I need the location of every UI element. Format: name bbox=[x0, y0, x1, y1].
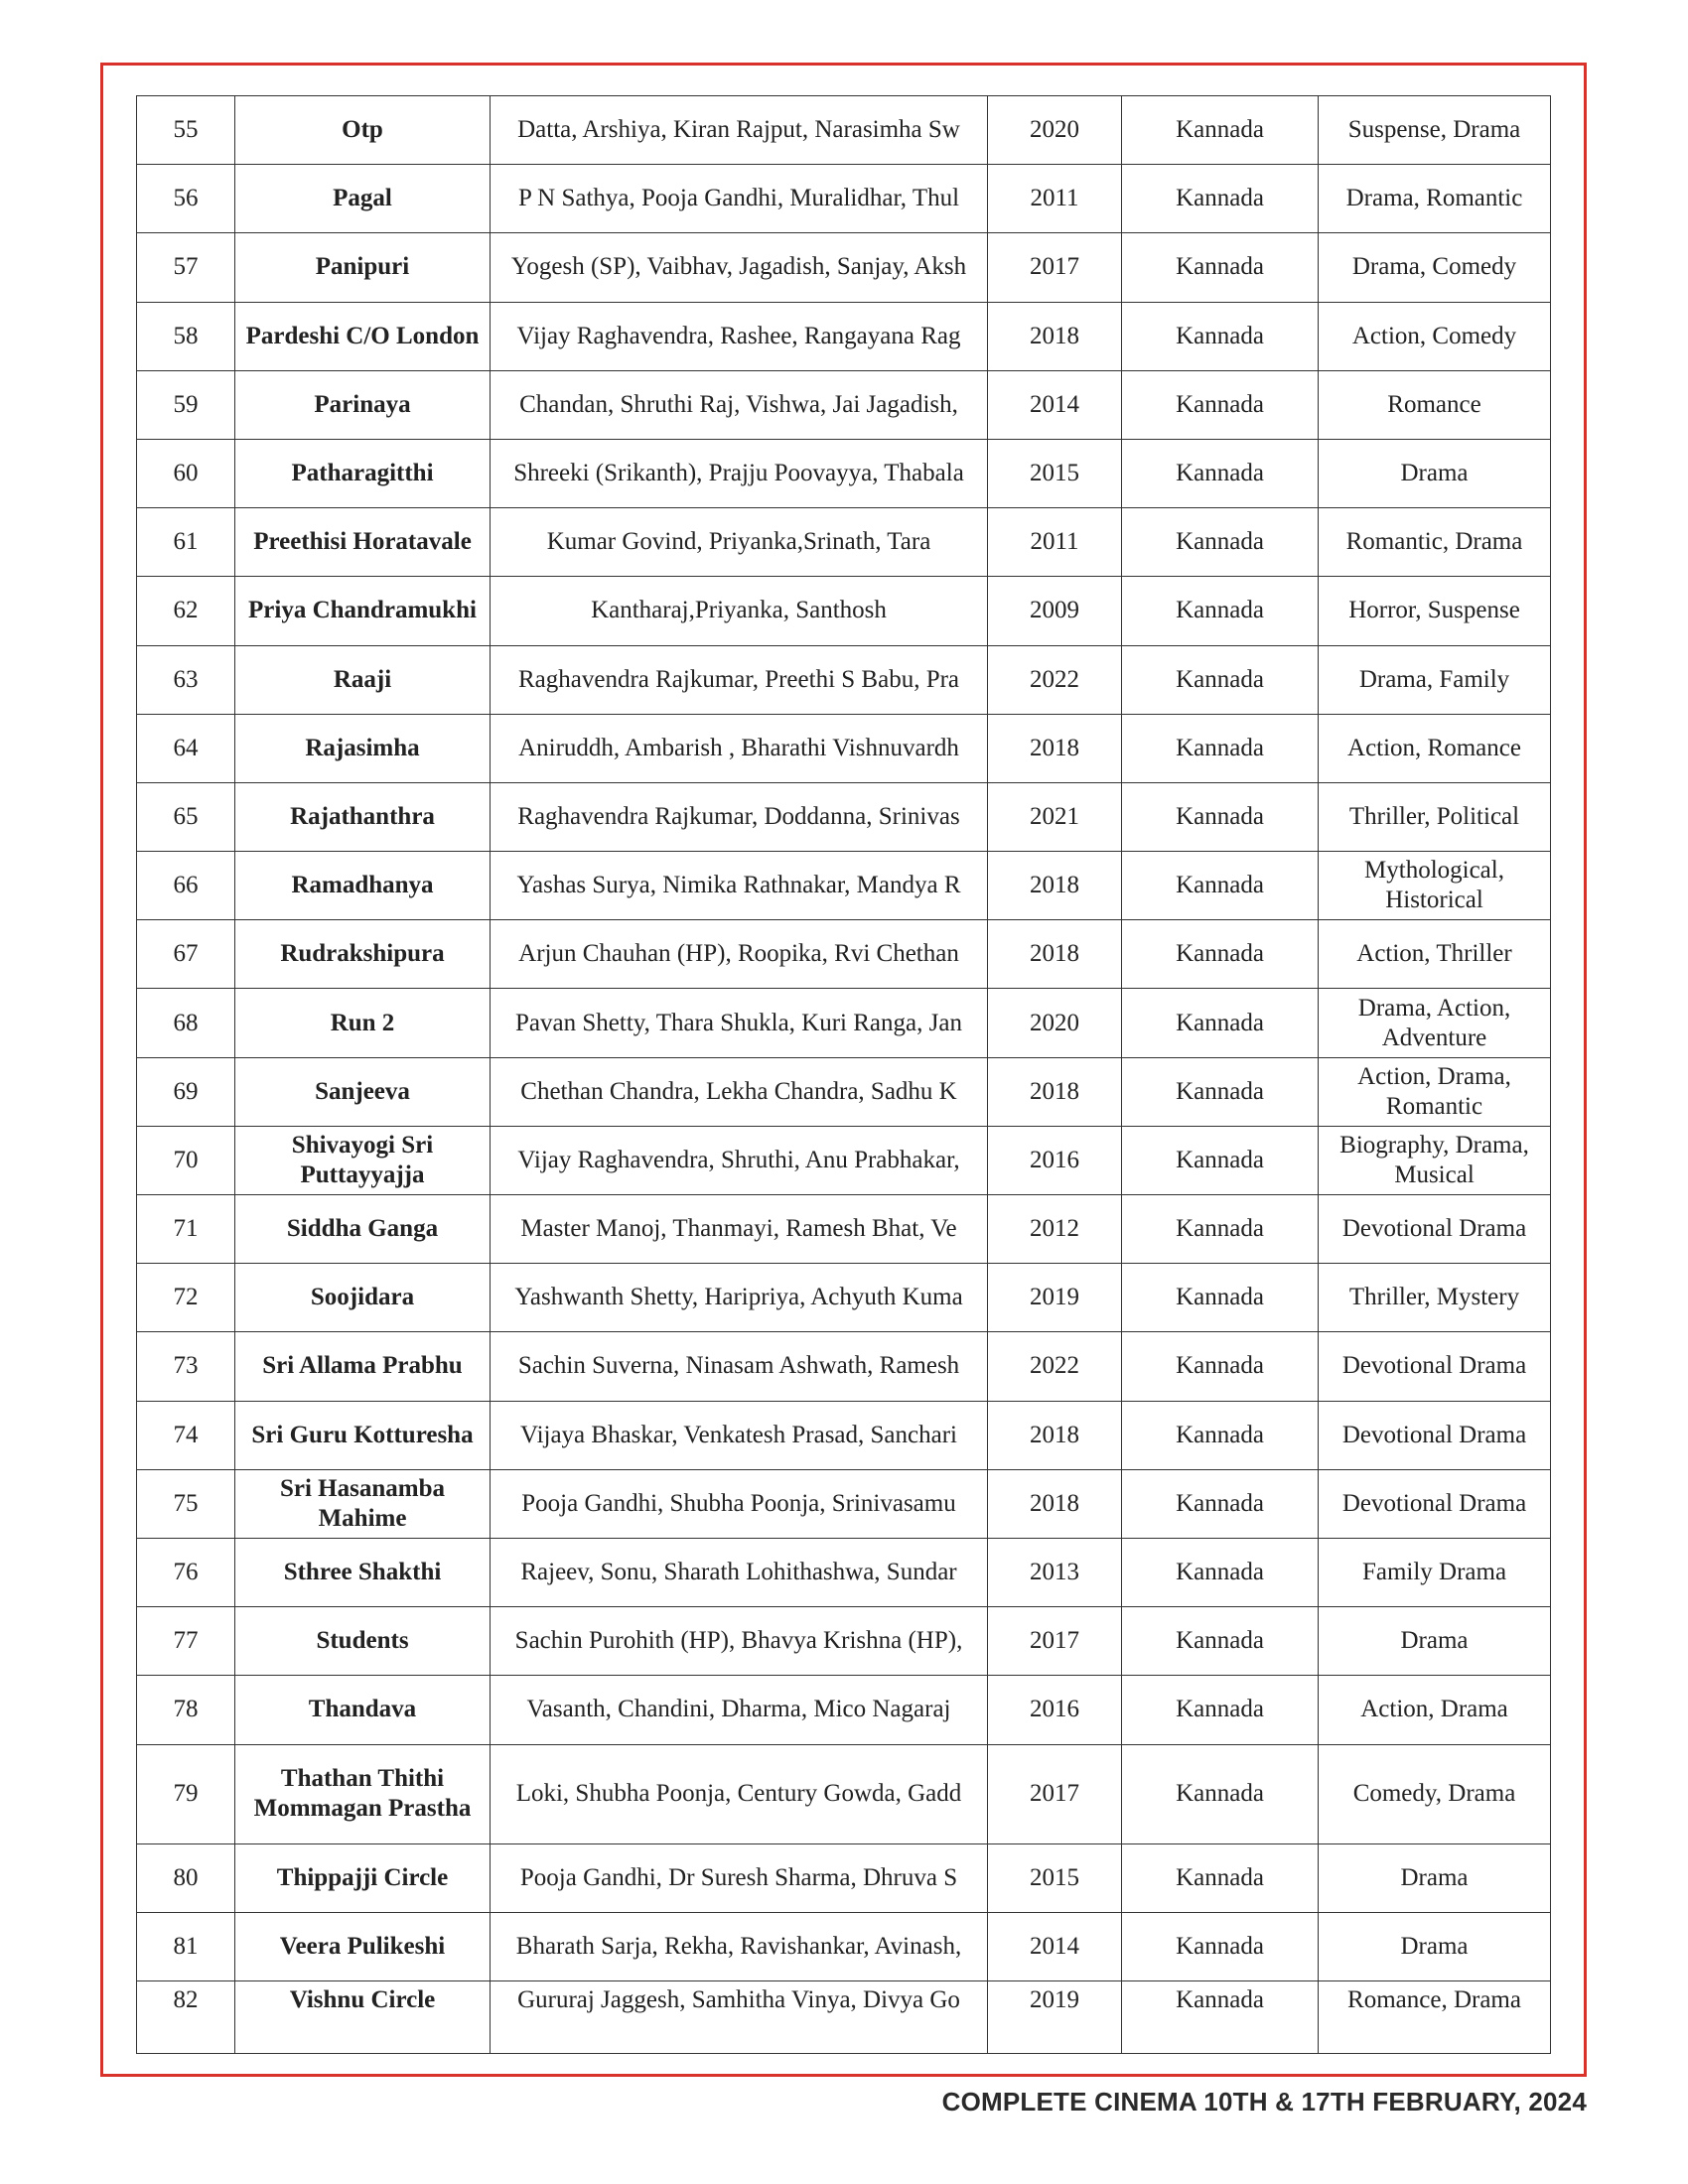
language-cell: Kannada bbox=[1122, 920, 1319, 989]
year-cell: 2011 bbox=[988, 508, 1122, 577]
serial-number-cell: 77 bbox=[137, 1607, 235, 1676]
year-cell: 2020 bbox=[988, 989, 1122, 1057]
film-title-cell: Rudrakshipura bbox=[235, 920, 491, 989]
film-title-cell: Pardeshi C/O London bbox=[235, 302, 491, 370]
serial-number-cell: 79 bbox=[137, 1744, 235, 1843]
year-cell: 2016 bbox=[988, 1676, 1122, 1744]
genre-cell: Drama bbox=[1319, 1607, 1551, 1676]
serial-number-cell: 82 bbox=[137, 1980, 235, 2053]
film-title-cell: Parinaya bbox=[235, 370, 491, 439]
table-row bbox=[137, 1980, 1551, 2053]
language-cell: Kannada bbox=[1122, 1057, 1319, 1126]
serial-number-cell: 61 bbox=[137, 508, 235, 577]
genre-cell: Action, Drama, Romantic bbox=[1319, 1057, 1551, 1126]
year-cell: 2018 bbox=[988, 1057, 1122, 1126]
film-title-cell: Sanjeeva bbox=[235, 1057, 491, 1126]
year-cell: 2013 bbox=[988, 1538, 1122, 1606]
film-title-cell: Pagal bbox=[235, 165, 491, 233]
year-cell: 2020 bbox=[988, 96, 1122, 165]
cast-cell: Chethan Chandra, Lekha Chandra, Sadhu K bbox=[491, 1057, 988, 1126]
cast-cell: Gururaj Jaggesh, Samhitha Vinya, Divya Go bbox=[491, 1980, 988, 2053]
serial-number-cell: 67 bbox=[137, 920, 235, 989]
table-row bbox=[137, 1843, 1551, 1912]
year-cell: 2018 bbox=[988, 852, 1122, 920]
cast-cell: Raghavendra Rajkumar, Doddanna, Srinivas bbox=[491, 782, 988, 851]
serial-number-cell: 78 bbox=[137, 1676, 235, 1744]
table-row bbox=[137, 1264, 1551, 1332]
genre-cell: Romance bbox=[1319, 370, 1551, 439]
year-cell: 2018 bbox=[988, 1469, 1122, 1538]
year-cell: 2017 bbox=[988, 1607, 1122, 1676]
table-row bbox=[137, 1744, 1551, 1843]
table-row bbox=[137, 920, 1551, 989]
year-cell: 2018 bbox=[988, 920, 1122, 989]
genre-cell: Thriller, Mystery bbox=[1319, 1264, 1551, 1332]
table-row bbox=[137, 233, 1551, 302]
table-row bbox=[137, 714, 1551, 782]
year-cell: 2018 bbox=[988, 302, 1122, 370]
genre-cell: Horror, Suspense bbox=[1319, 577, 1551, 645]
serial-number-cell: 68 bbox=[137, 989, 235, 1057]
year-cell: 2016 bbox=[988, 1126, 1122, 1194]
language-cell: Kannada bbox=[1122, 852, 1319, 920]
cast-cell: Master Manoj, Thanmayi, Ramesh Bhat, Ve bbox=[491, 1195, 988, 1264]
genre-cell: Mythological, Historical bbox=[1319, 852, 1551, 920]
table-row bbox=[137, 1195, 1551, 1264]
language-cell: Kannada bbox=[1122, 1332, 1319, 1401]
table-row bbox=[137, 1057, 1551, 1126]
serial-number-cell: 75 bbox=[137, 1469, 235, 1538]
genre-cell: Drama, Family bbox=[1319, 645, 1551, 714]
serial-number-cell: 73 bbox=[137, 1332, 235, 1401]
table-row bbox=[137, 1126, 1551, 1194]
film-title-cell: Priya Chandramukhi bbox=[235, 577, 491, 645]
film-title-cell: Otp bbox=[235, 96, 491, 165]
language-cell: Kannada bbox=[1122, 782, 1319, 851]
genre-cell: Action, Romance bbox=[1319, 714, 1551, 782]
year-cell: 2019 bbox=[988, 1264, 1122, 1332]
film-title-cell: Sri Allama Prabhu bbox=[235, 1332, 491, 1401]
genre-cell: Romance, Drama bbox=[1319, 1980, 1551, 2053]
serial-number-cell: 62 bbox=[137, 577, 235, 645]
film-title-cell: Vishnu Circle bbox=[235, 1980, 491, 2053]
language-cell: Kannada bbox=[1122, 96, 1319, 165]
genre-cell: Suspense, Drama bbox=[1319, 96, 1551, 165]
cast-cell: Chandan, Shruthi Raj, Vishwa, Jai Jagadish, bbox=[491, 370, 988, 439]
language-cell: Kannada bbox=[1122, 439, 1319, 507]
language-cell: Kannada bbox=[1122, 1843, 1319, 1912]
language-cell: Kannada bbox=[1122, 1195, 1319, 1264]
serial-number-cell: 70 bbox=[137, 1126, 235, 1194]
genre-cell: Comedy, Drama bbox=[1319, 1744, 1551, 1843]
page-footer: COMPLETE CINEMA 10TH & 17TH FEBRUARY, 2024 bbox=[941, 2087, 1587, 2116]
year-cell: 2022 bbox=[988, 645, 1122, 714]
serial-number-cell: 74 bbox=[137, 1401, 235, 1469]
serial-number-cell: 71 bbox=[137, 1195, 235, 1264]
cast-cell: Kumar Govind, Priyanka,Srinath, Tara bbox=[491, 508, 988, 577]
table-row bbox=[137, 1538, 1551, 1606]
serial-number-cell: 60 bbox=[137, 439, 235, 507]
language-cell: Kannada bbox=[1122, 1607, 1319, 1676]
serial-number-cell: 57 bbox=[137, 233, 235, 302]
table-row bbox=[137, 645, 1551, 714]
cast-cell: Raghavendra Rajkumar, Preethi S Babu, Pra bbox=[491, 645, 988, 714]
table-row bbox=[137, 1469, 1551, 1538]
film-title-cell: Preethisi Horatavale bbox=[235, 508, 491, 577]
cast-cell: Yashwanth Shetty, Haripriya, Achyuth Kuma bbox=[491, 1264, 988, 1332]
film-title-cell: Rajasimha bbox=[235, 714, 491, 782]
table-row bbox=[137, 1332, 1551, 1401]
genre-cell: Drama, Comedy bbox=[1319, 233, 1551, 302]
year-cell: 2018 bbox=[988, 1401, 1122, 1469]
cast-cell: Pooja Gandhi, Dr Suresh Sharma, Dhruva S bbox=[491, 1843, 988, 1912]
cast-cell: Vijaya Bhaskar, Venkatesh Prasad, Sanchari bbox=[491, 1401, 988, 1469]
genre-cell: Drama bbox=[1319, 1843, 1551, 1912]
genre-cell: Devotional Drama bbox=[1319, 1469, 1551, 1538]
film-title-cell: Students bbox=[235, 1607, 491, 1676]
genre-cell: Drama bbox=[1319, 1912, 1551, 1980]
year-cell: 2009 bbox=[988, 577, 1122, 645]
language-cell: Kannada bbox=[1122, 1264, 1319, 1332]
serial-number-cell: 56 bbox=[137, 165, 235, 233]
serial-number-cell: 65 bbox=[137, 782, 235, 851]
cast-cell: Shreeki (Srikanth), Prajju Poovayya, Thabala bbox=[491, 439, 988, 507]
genre-cell: Devotional Drama bbox=[1319, 1332, 1551, 1401]
serial-number-cell: 81 bbox=[137, 1912, 235, 1980]
table-row bbox=[137, 96, 1551, 165]
cast-cell: Sachin Suverna, Ninasam Ashwath, Ramesh bbox=[491, 1332, 988, 1401]
cast-cell: Sachin Purohith (HP), Bhavya Krishna (HP), bbox=[491, 1607, 988, 1676]
cast-cell: Vijay Raghavendra, Rashee, Rangayana Rag bbox=[491, 302, 988, 370]
language-cell: Kannada bbox=[1122, 165, 1319, 233]
cast-cell: Datta, Arshiya, Kiran Rajput, Narasimha Sw bbox=[491, 96, 988, 165]
year-cell: 2014 bbox=[988, 370, 1122, 439]
genre-cell: Devotional Drama bbox=[1319, 1195, 1551, 1264]
language-cell: Kannada bbox=[1122, 645, 1319, 714]
year-cell: 2017 bbox=[988, 233, 1122, 302]
language-cell: Kannada bbox=[1122, 1912, 1319, 1980]
film-title-cell: Rajathanthra bbox=[235, 782, 491, 851]
genre-cell: Romantic, Drama bbox=[1319, 508, 1551, 577]
genre-cell: Action, Thriller bbox=[1319, 920, 1551, 989]
table-row bbox=[137, 1676, 1551, 1744]
table-row bbox=[137, 439, 1551, 507]
year-cell: 2012 bbox=[988, 1195, 1122, 1264]
serial-number-cell: 76 bbox=[137, 1538, 235, 1606]
table-row bbox=[137, 508, 1551, 577]
cast-cell: Loki, Shubha Poonja, Century Gowda, Gadd bbox=[491, 1744, 988, 1843]
cast-cell: Bharath Sarja, Rekha, Ravishankar, Avinash, bbox=[491, 1912, 988, 1980]
table-row bbox=[137, 302, 1551, 370]
language-cell: Kannada bbox=[1122, 1980, 1319, 2053]
film-title-cell: Thippajji Circle bbox=[235, 1843, 491, 1912]
language-cell: Kannada bbox=[1122, 577, 1319, 645]
language-cell: Kannada bbox=[1122, 714, 1319, 782]
cast-cell: Pavan Shetty, Thara Shukla, Kuri Ranga, Jan bbox=[491, 989, 988, 1057]
serial-number-cell: 63 bbox=[137, 645, 235, 714]
film-title-cell: Soojidara bbox=[235, 1264, 491, 1332]
table-row bbox=[137, 1912, 1551, 1980]
language-cell: Kannada bbox=[1122, 989, 1319, 1057]
language-cell: Kannada bbox=[1122, 370, 1319, 439]
cast-cell: Vijay Raghavendra, Shruthi, Anu Prabhakar, bbox=[491, 1126, 988, 1194]
genre-cell: Drama bbox=[1319, 439, 1551, 507]
table-row bbox=[137, 852, 1551, 920]
language-cell: Kannada bbox=[1122, 1676, 1319, 1744]
table-row bbox=[137, 782, 1551, 851]
language-cell: Kannada bbox=[1122, 508, 1319, 577]
year-cell: 2021 bbox=[988, 782, 1122, 851]
year-cell: 2022 bbox=[988, 1332, 1122, 1401]
serial-number-cell: 64 bbox=[137, 714, 235, 782]
table-row bbox=[137, 165, 1551, 233]
serial-number-cell: 58 bbox=[137, 302, 235, 370]
genre-cell: Action, Drama bbox=[1319, 1676, 1551, 1744]
film-title-cell: Shivayogi Sri Puttayyajja bbox=[235, 1126, 491, 1194]
year-cell: 2011 bbox=[988, 165, 1122, 233]
language-cell: Kannada bbox=[1122, 1538, 1319, 1606]
cast-cell: P N Sathya, Pooja Gandhi, Muralidhar, Thul bbox=[491, 165, 988, 233]
film-title-cell: Panipuri bbox=[235, 233, 491, 302]
film-title-cell: Ramadhanya bbox=[235, 852, 491, 920]
film-title-cell: Thathan Thithi Mommagan Prastha bbox=[235, 1744, 491, 1843]
film-title-cell: Raaji bbox=[235, 645, 491, 714]
cast-cell: Yashas Surya, Nimika Rathnakar, Mandya R bbox=[491, 852, 988, 920]
genre-cell: Biography, Drama, Musical bbox=[1319, 1126, 1551, 1194]
film-title-cell: Patharagitthi bbox=[235, 439, 491, 507]
language-cell: Kannada bbox=[1122, 1744, 1319, 1843]
genre-cell: Action, Comedy bbox=[1319, 302, 1551, 370]
cast-cell: Vasanth, Chandini, Dharma, Mico Nagaraj bbox=[491, 1676, 988, 1744]
year-cell: 2014 bbox=[988, 1912, 1122, 1980]
film-table-body bbox=[137, 96, 1551, 2054]
film-title-cell: Veera Pulikeshi bbox=[235, 1912, 491, 1980]
language-cell: Kannada bbox=[1122, 1126, 1319, 1194]
language-cell: Kannada bbox=[1122, 302, 1319, 370]
cast-cell: Pooja Gandhi, Shubha Poonja, Srinivasamu bbox=[491, 1469, 988, 1538]
cast-cell: Kantharaj,Priyanka, Santhosh bbox=[491, 577, 988, 645]
film-title-cell: Thandava bbox=[235, 1676, 491, 1744]
year-cell: 2018 bbox=[988, 714, 1122, 782]
film-title-cell: Sri Hasanamba Mahime bbox=[235, 1469, 491, 1538]
film-title-cell: Sri Guru Kotturesha bbox=[235, 1401, 491, 1469]
film-title-cell: Siddha Ganga bbox=[235, 1195, 491, 1264]
film-title-cell: Sthree Shakthi bbox=[235, 1538, 491, 1606]
table-row bbox=[137, 989, 1551, 1057]
film-table bbox=[136, 95, 1551, 2054]
cast-cell: Aniruddh, Ambarish , Bharathi Vishnuvardh bbox=[491, 714, 988, 782]
serial-number-cell: 80 bbox=[137, 1843, 235, 1912]
genre-cell: Devotional Drama bbox=[1319, 1401, 1551, 1469]
genre-cell: Family Drama bbox=[1319, 1538, 1551, 1606]
year-cell: 2015 bbox=[988, 1843, 1122, 1912]
cast-cell: Rajeev, Sonu, Sharath Lohithashwa, Sundar bbox=[491, 1538, 988, 1606]
cast-cell: Arjun Chauhan (HP), Roopika, Rvi Chethan bbox=[491, 920, 988, 989]
table-row bbox=[137, 577, 1551, 645]
table-row bbox=[137, 1607, 1551, 1676]
cast-cell: Yogesh (SP), Vaibhav, Jagadish, Sanjay, Aksh bbox=[491, 233, 988, 302]
language-cell: Kannada bbox=[1122, 233, 1319, 302]
serial-number-cell: 72 bbox=[137, 1264, 235, 1332]
year-cell: 2019 bbox=[988, 1980, 1122, 2053]
language-cell: Kannada bbox=[1122, 1469, 1319, 1538]
genre-cell: Thriller, Political bbox=[1319, 782, 1551, 851]
film-title-cell: Run 2 bbox=[235, 989, 491, 1057]
serial-number-cell: 55 bbox=[137, 96, 235, 165]
table-row bbox=[137, 1401, 1551, 1469]
serial-number-cell: 59 bbox=[137, 370, 235, 439]
language-cell: Kannada bbox=[1122, 1401, 1319, 1469]
year-cell: 2017 bbox=[988, 1744, 1122, 1843]
serial-number-cell: 66 bbox=[137, 852, 235, 920]
table-row bbox=[137, 370, 1551, 439]
genre-cell: Drama, Romantic bbox=[1319, 165, 1551, 233]
serial-number-cell: 69 bbox=[137, 1057, 235, 1126]
year-cell: 2015 bbox=[988, 439, 1122, 507]
genre-cell: Drama, Action, Adventure bbox=[1319, 989, 1551, 1057]
